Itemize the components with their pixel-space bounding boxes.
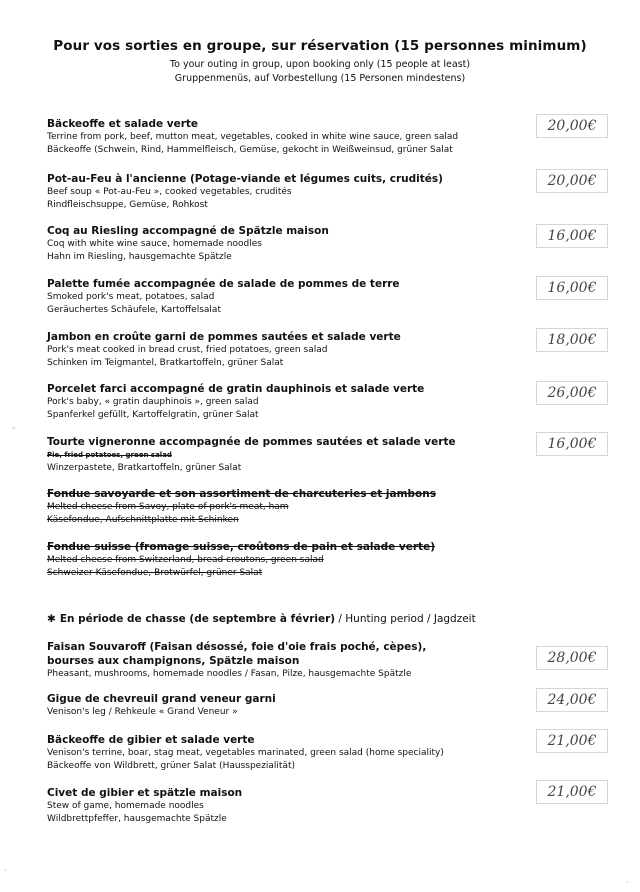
menu-item [47,330,527,370]
subtitle-en: To your outing in group, upon booking only (15 people at least) [169,59,471,70]
menu-item [47,786,527,826]
dish-desc-de: Bäckeoffe (Schwein, Rind, Hammelfleisch, Gemüse, gekocht in Weißweinsud, grüner Salat [47,145,453,155]
dish-desc-en: Stew of game, homemade noodles [47,801,204,811]
dish-price: 16,00€ [536,432,608,456]
dish-price: 20,00€ [536,114,608,138]
menu-item [47,640,527,681]
dish-desc-en: Venison's terrine, boar, stag meat, vegetables marinated, green salad (home speciality) [47,748,444,758]
dish-price: 28,00€ [536,646,608,670]
dish-desc-en: Terrine from pork, beef, mutton meat, vegetables, cooked in white wine sauce, green salad [47,132,459,142]
dish-name: Jambon en croûte garni de pommes sautées et salade verte [47,331,401,343]
dish-name: Palette fumée accompagnée de salade de pommes de terre [47,278,400,290]
dish-price: 24,00€ [536,688,608,712]
dish-desc-de: Hahn im Riesling, hausgemachte Spätzle [47,252,232,262]
dish-name: Fondue suisse (fromage suisse, croûtons de pain et salade verte) [47,541,435,553]
scan-mark: · [4,866,7,875]
dish-name: Bäckeoffe de gibier et salade verte [47,734,255,746]
dish-name: Coq au Riesling accompagné de Spätzle maison [47,225,329,237]
menu-header [0,38,640,86]
dish-desc: Pheasant, mushrooms, homemade noodles / Fasan, Pilze, hausgemachte Spätzle [47,669,412,679]
dish-price: 16,00€ [536,224,608,248]
menu-item [47,117,527,157]
dish-desc-de: Rindfleischsuppe, Gemüse, Rohkost [47,200,208,210]
dish-desc-en: Pie, fried potatoes, green salad [47,451,172,459]
dish-price: 21,00€ [536,729,608,753]
scan-mark: · [626,878,629,887]
dish-name: Gigue de chevreuil grand veneur garni [47,693,276,705]
dish-price: 20,00€ [536,169,608,193]
dish-desc-en: Coq with white wine sauce, homemade noodles [47,239,262,249]
dish-price: 26,00€ [536,381,608,405]
dish-desc-de: Winzerpastete, Bratkartoffeln, grüner Salat [47,463,242,473]
dish-desc-de: Geräuchertes Schäufele, Kartoffelsalat [47,305,221,315]
dish-name: Porcelet farci accompagné de gratin dauphinois et salade verte [47,383,425,395]
dish-desc-de: Schinken im Teigmantel, Bratkartoffeln, grüner Salat [47,358,284,368]
menu-item [47,277,527,317]
dish-name: Civet de gibier et spätzle maison [47,787,243,799]
dish-name-cont: bourses aux champignons, Spätzle maison [47,655,300,667]
dish-desc-en: Pork's baby, « gratin dauphinois », green salad [47,397,259,407]
menu-item [47,733,527,773]
dish-desc-en: Melted cheese from Switzerland, bread croutons, green salad [47,555,324,565]
dish-desc-en: Pork's meat cooked in bread crust, fried potatoes, green salad [47,345,328,355]
menu-item-cancelled [47,540,527,580]
menu-item [47,172,527,212]
hunting-section-heading [47,613,476,625]
dish-desc-en: Smoked pork's meat, potatoes, salad [47,292,215,302]
menu-item [47,692,527,719]
dish-desc-de: Schweizer Käsefondue, Brotwürfel, grüner Salat [47,568,263,578]
dish-desc-de: Wildbrettpfeffer, hausgemachte Spätzle [47,814,227,824]
dish-price: 18,00€ [536,328,608,352]
dish-name: Faisan Souvaroff (Faisan désossé, foie d'oie frais poché, cèpes), [47,641,427,653]
dish-desc-en: Melted cheese from Savoy, plate of pork's meat, ham [47,502,289,512]
menu-item [47,224,527,264]
dish-name: Tourte vigneronne accompagnée de pommes sautées et salade verte [47,436,456,448]
menu-item [47,435,527,475]
dish-name: Bäckeoffe et salade verte [47,118,199,130]
dish-price: 21,00€ [536,780,608,804]
subtitle-de: Gruppenmenüs, auf Vorbestellung (15 Personen mindestens) [174,73,466,84]
dish-name: Pot-au-Feu à l'ancienne (Potage-viande et légumes cuits, crudités) [47,173,443,185]
dish-desc: Venison's leg / Rehkeule « Grand Veneur » [47,707,238,717]
dish-desc-en: Beef soup « Pot-au-Feu », cooked vegetables, crudités [47,187,292,197]
asterisk-icon: ✱ [47,613,56,625]
dish-desc-de: Käsefondue, Aufschnittplatte mit Schinken [47,515,239,525]
dish-desc-de: Spanferkel gefüllt, Kartoffelgratin, grüner Salat [47,410,259,420]
dish-price: 16,00€ [536,276,608,300]
dish-name: Fondue savoyarde et son assortiment de charcuteries et jambons [47,488,436,500]
dish-desc-de: Bäckeoffe von Wildbrett, grüner Salat (Hausspezialität) [47,761,296,771]
menu-item-cancelled [47,487,527,527]
menu-item [47,382,527,422]
section-title: En période de chasse (de septembre à février) [59,613,336,625]
page-title: Pour vos sorties en groupe, sur réservation (15 personnes minimum) [53,38,587,54]
scan-mark: ᴬ [12,425,16,434]
section-translation: / Hunting period / Jagdzeit [335,613,476,625]
